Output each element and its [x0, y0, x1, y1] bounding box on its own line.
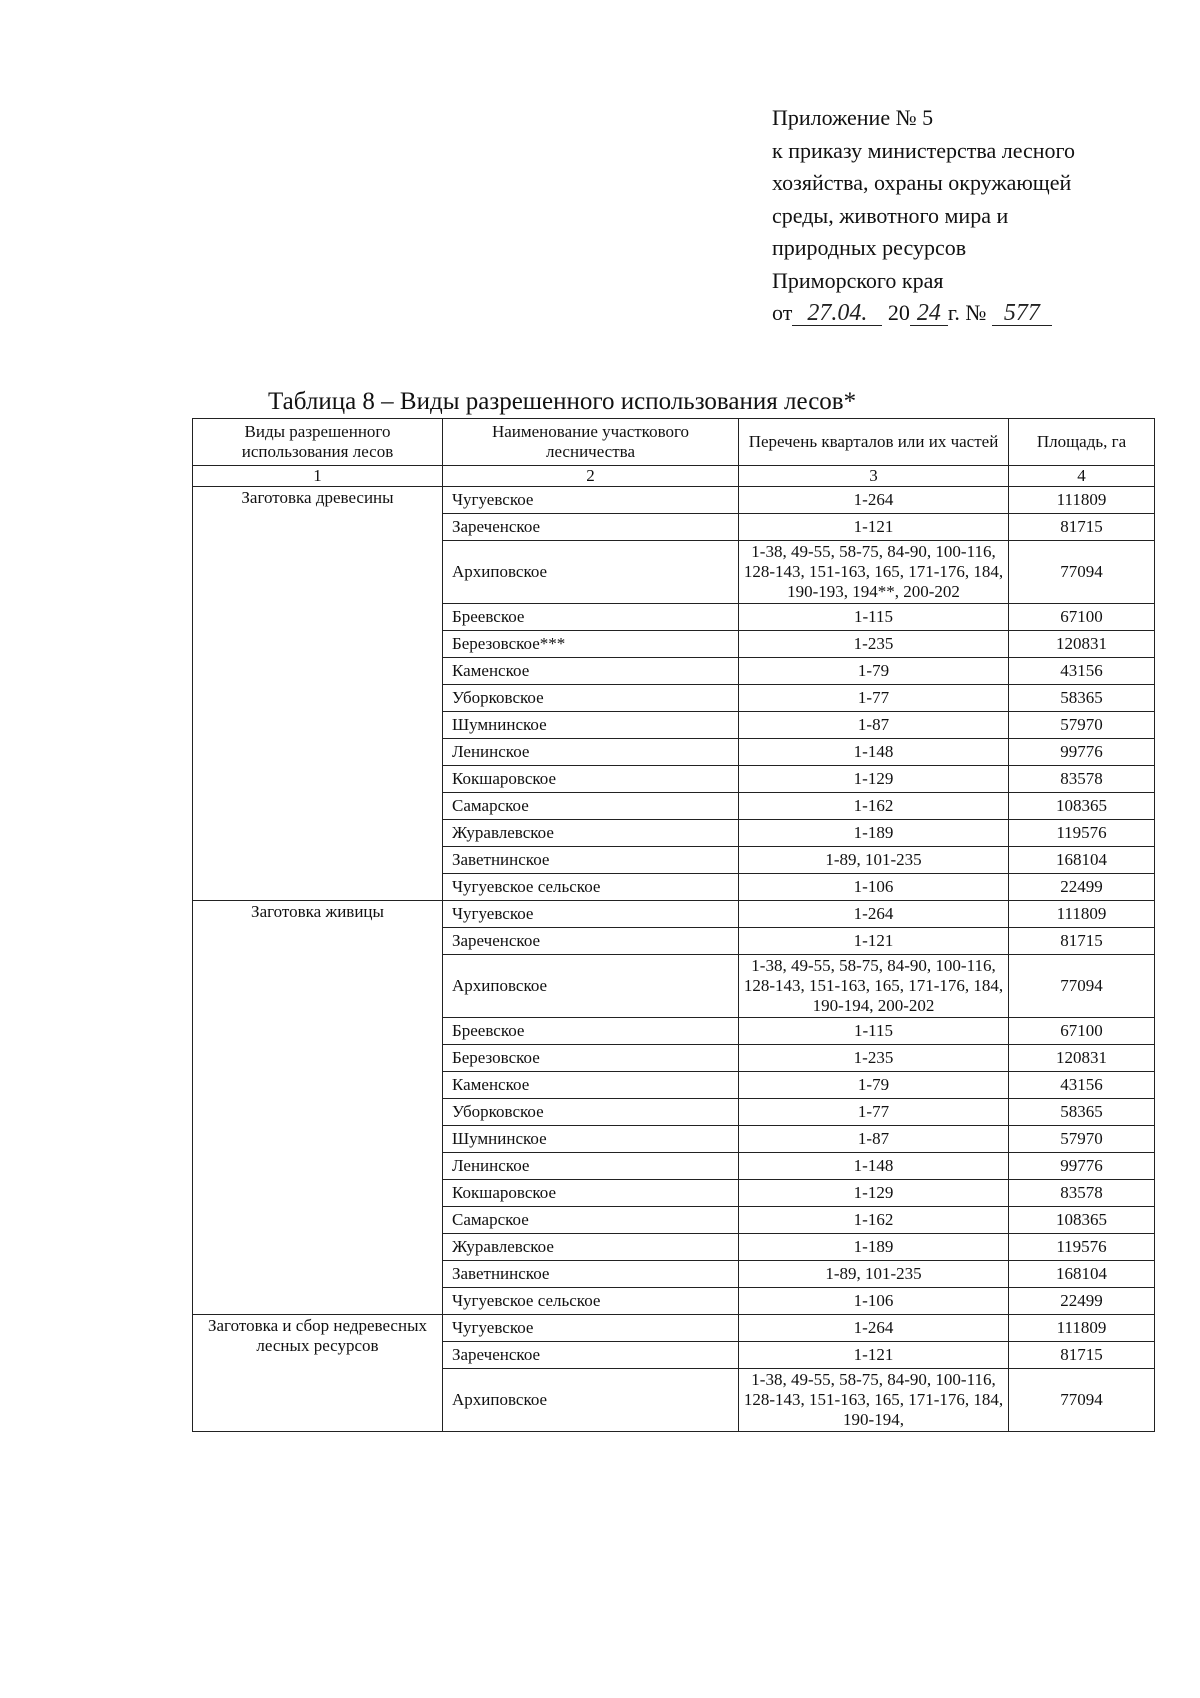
quarters-cell: 1-129: [739, 766, 1009, 793]
quarters-cell: 1-87: [739, 712, 1009, 739]
table-title: Таблица 8 – Виды разрешенного использования лесов*: [268, 388, 857, 415]
quarters-cell: 1-79: [739, 1072, 1009, 1099]
quarters-cell: 1-38, 49-55, 58-75, 84-90, 100-116, 128-143, 151-163, 165, 171-176, 184, 190-193, 194**, 200-202: [739, 541, 1009, 604]
area-cell: 57970: [1009, 712, 1155, 739]
forestry-name-cell: Каменское: [443, 1072, 739, 1099]
handwritten-order-number: 577: [992, 301, 1052, 326]
quarters-cell: 1-264: [739, 487, 1009, 514]
forest-use-table: [192, 418, 1155, 1432]
table-row: [193, 1315, 1155, 1342]
area-cell: 168104: [1009, 1261, 1155, 1288]
forestry-name-cell: Березовское***: [443, 631, 739, 658]
appendix-block: [772, 102, 1152, 330]
quarters-cell: 1-77: [739, 1099, 1009, 1126]
area-cell: 43156: [1009, 658, 1155, 685]
appendix-line: Приморского края: [772, 267, 944, 293]
quarters-cell: 1-189: [739, 1234, 1009, 1261]
quarters-cell: 1-162: [739, 793, 1009, 820]
forestry-name-cell: Ленинское: [443, 739, 739, 766]
table-body: [193, 487, 1155, 1432]
area-cell: 83578: [1009, 1180, 1155, 1207]
order-year-prefix: 20: [887, 300, 910, 325]
use-kind-cell: Заготовка древесины: [193, 487, 443, 901]
area-cell: 67100: [1009, 604, 1155, 631]
appendix-line: среды, животного мира и: [772, 202, 1009, 228]
order-year-suffix: г. №: [947, 300, 987, 325]
area-cell: 77094: [1009, 541, 1155, 604]
area-cell: 120831: [1009, 1045, 1155, 1072]
forestry-name-cell: Шумнинское: [443, 1126, 739, 1153]
forestry-name-cell: Чугуевское: [443, 1315, 739, 1342]
quarters-cell: 1-189: [739, 820, 1009, 847]
forestry-name-cell: Архиповское: [443, 955, 739, 1018]
forestry-name-cell: Шумнинское: [443, 712, 739, 739]
quarters-cell: 1-121: [739, 928, 1009, 955]
forestry-name-cell: Зареченское: [443, 514, 739, 541]
area-cell: 119576: [1009, 1234, 1155, 1261]
area-cell: 111809: [1009, 901, 1155, 928]
column-number: 2: [443, 466, 739, 487]
quarters-cell: 1-148: [739, 739, 1009, 766]
quarters-cell: 1-106: [739, 874, 1009, 901]
appendix-line: хозяйства, охраны окружающей: [772, 170, 1072, 195]
quarters-cell: 1-162: [739, 1207, 1009, 1234]
area-cell: 22499: [1009, 874, 1155, 901]
forestry-name-cell: Зареченское: [443, 928, 739, 955]
quarters-cell: 1-106: [739, 1288, 1009, 1315]
area-cell: 119576: [1009, 820, 1155, 847]
forestry-name-cell: Кокшаровское: [443, 1180, 739, 1207]
area-cell: 67100: [1009, 1018, 1155, 1045]
forestry-name-cell: Чугуевское сельское: [443, 1288, 739, 1315]
area-cell: 43156: [1009, 1072, 1155, 1099]
quarters-cell: 1-121: [739, 514, 1009, 541]
appendix-line: Приложение № 5: [772, 105, 934, 130]
area-cell: 77094: [1009, 955, 1155, 1018]
area-cell: 108365: [1009, 1207, 1155, 1234]
quarters-cell: 1-89, 101-235: [739, 1261, 1009, 1288]
forestry-name-cell: Бреевское: [443, 1018, 739, 1045]
area-cell: 58365: [1009, 1099, 1155, 1126]
area-cell: 111809: [1009, 1315, 1155, 1342]
forestry-name-cell: Чугуевское сельское: [443, 874, 739, 901]
table-row: [193, 901, 1155, 928]
forestry-name-cell: Ленинское: [443, 1153, 739, 1180]
order-prefix: от: [772, 300, 793, 325]
forestry-name-cell: Зареченское: [443, 1342, 739, 1369]
quarters-cell: 1-235: [739, 1045, 1009, 1072]
column-number-row: [193, 466, 1155, 487]
handwritten-order-date: 27.04.: [792, 301, 882, 326]
quarters-cell: 1-148: [739, 1153, 1009, 1180]
header-cell: Площадь, га: [1009, 419, 1155, 466]
forestry-name-cell: Чугуевское: [443, 901, 739, 928]
forestry-name-cell: Бреевское: [443, 604, 739, 631]
appendix-line: к приказу министерства лесного: [772, 137, 1076, 163]
forestry-name-cell: Журавлевское: [443, 820, 739, 847]
quarters-cell: 1-79: [739, 658, 1009, 685]
area-cell: 81715: [1009, 514, 1155, 541]
area-cell: 168104: [1009, 847, 1155, 874]
forestry-name-cell: Архиповское: [443, 541, 739, 604]
area-cell: 81715: [1009, 928, 1155, 955]
area-cell: 77094: [1009, 1369, 1155, 1432]
forestry-name-cell: Журавлевское: [443, 1234, 739, 1261]
forestry-name-cell: Заветнинское: [443, 1261, 739, 1288]
quarters-cell: 1-87: [739, 1126, 1009, 1153]
table-header-row: [193, 419, 1155, 466]
quarters-cell: 1-129: [739, 1180, 1009, 1207]
quarters-cell: 1-235: [739, 631, 1009, 658]
area-cell: 22499: [1009, 1288, 1155, 1315]
appendix-line: природных ресурсов: [772, 235, 967, 260]
column-number: 4: [1009, 466, 1155, 487]
forestry-name-cell: Заветнинское: [443, 847, 739, 874]
area-cell: 83578: [1009, 766, 1155, 793]
quarters-cell: 1-38, 49-55, 58-75, 84-90, 100-116, 128-143, 151-163, 165, 171-176, 184, 190-194, 200-202: [739, 955, 1009, 1018]
quarters-cell: 1-89, 101-235: [739, 847, 1009, 874]
column-number: 1: [193, 466, 443, 487]
forestry-name-cell: Уборковское: [443, 685, 739, 712]
quarters-cell: 1-264: [739, 1315, 1009, 1342]
header-cell: Перечень кварталов или их частей: [739, 419, 1009, 466]
forestry-name-cell: Каменское: [443, 658, 739, 685]
area-cell: 108365: [1009, 793, 1155, 820]
quarters-cell: 1-115: [739, 604, 1009, 631]
area-cell: 58365: [1009, 685, 1155, 712]
quarters-cell: 1-77: [739, 685, 1009, 712]
area-cell: 99776: [1009, 1153, 1155, 1180]
area-cell: 57970: [1009, 1126, 1155, 1153]
area-cell: 99776: [1009, 739, 1155, 766]
area-cell: 120831: [1009, 631, 1155, 658]
quarters-cell: 1-264: [739, 901, 1009, 928]
use-kind-cell: Заготовка живицы: [193, 901, 443, 1315]
use-kind-cell: Заготовка и сбор недревесных лесных ресурсов: [193, 1315, 443, 1432]
forestry-name-cell: Кокшаровское: [443, 766, 739, 793]
order-reference: [772, 297, 1152, 330]
column-number: 3: [739, 466, 1009, 487]
forestry-name-cell: Березовское: [443, 1045, 739, 1072]
area-cell: 81715: [1009, 1342, 1155, 1369]
forestry-name-cell: Самарское: [443, 1207, 739, 1234]
quarters-cell: 1-121: [739, 1342, 1009, 1369]
handwritten-order-year: 24: [910, 301, 948, 326]
area-cell: 111809: [1009, 487, 1155, 514]
table-row: [193, 487, 1155, 514]
forestry-name-cell: Уборковское: [443, 1099, 739, 1126]
forestry-name-cell: Самарское: [443, 793, 739, 820]
header-cell: Виды разрешенного использования лесов: [193, 419, 443, 466]
quarters-cell: 1-115: [739, 1018, 1009, 1045]
forestry-name-cell: Чугуевское: [443, 487, 739, 514]
header-cell: Наименование участкового лесничества: [443, 419, 739, 466]
forestry-name-cell: Архиповское: [443, 1369, 739, 1432]
quarters-cell: 1-38, 49-55, 58-75, 84-90, 100-116, 128-143, 151-163, 165, 171-176, 184, 190-194,: [739, 1369, 1009, 1432]
